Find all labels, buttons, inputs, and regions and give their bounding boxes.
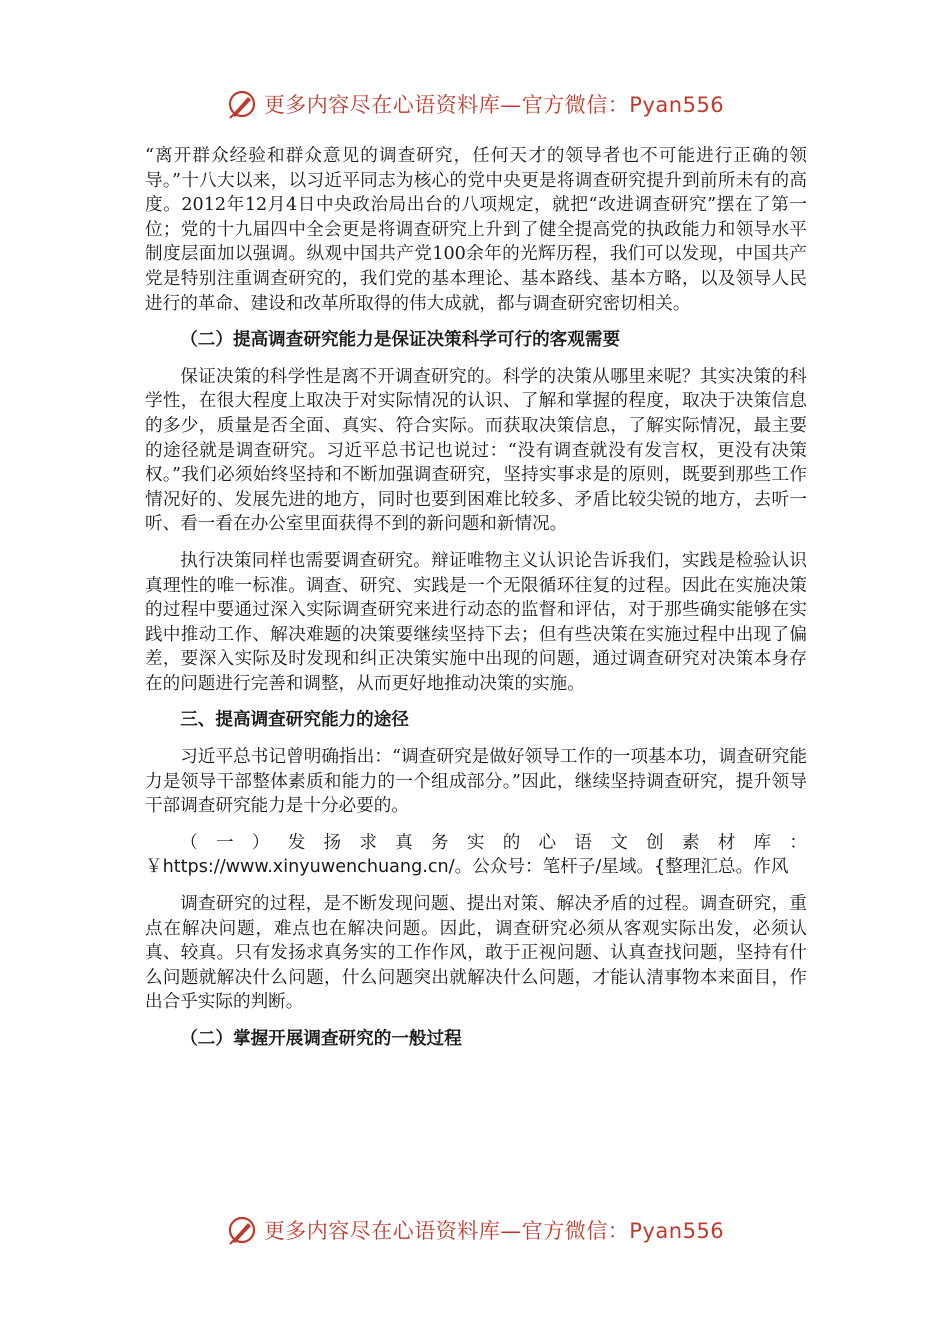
paragraph: 习近平总书记曾明确指出：“调查研究是做好领导工作的一项基本功，调查研究能力是领导干部整体素质和能力的一个组成部分。”因此，继续坚持调查研究，提升领导干部调查研究能力是十分必要的。: [145, 747, 807, 817]
brand-text: 更多内容尽在心语资料库—官方微信：Pyan556: [263, 93, 725, 117]
brand-text: 更多内容尽在心语资料库—官方微信：Pyan556: [263, 1219, 725, 1243]
section-heading: 三、提高调查研究能力的途径: [180, 709, 409, 731]
paragraph: 调查研究的过程，是不断发现问题、提出对策、解决矛盾的过程。调查研究，重点在解决问题，难点也在解决问题。因此，调查研究必须从客观实际出发，必须认真、较真。只有发扬求真务实的工作作风，敢于正视问题、认真查找问题，坚持有什么问题就解决什么问题，什么问题突出就解决什么问题，才能认清事物本来面目，作出合乎实际的判断。: [145, 894, 807, 1013]
footer-brand: [0, 1214, 950, 1246]
paragraph: “离开群众经验和群众意见的调查研究，任何天才的领导者也不可能进行正确的领导。”十八大以来，以习近平同志为核心的党中央更是将调查研究提升到前所未有的高度。2012年12月4日中央政治局出台的八项规定，就把“改进调查研究”摆在了第一位；党的十九届四中全会更是将调查研究上升到了健全提高党的执政能力和领导水平制度层面加以强调。纵观中国共产党100余年的光辉历程，我们可以发现，中国共产党是特别注重调查研究的，我们党的基本理论、基本路线、基本方略，以及领导人民进行的革命、建设和改革所取得的伟大成就，都与调查研究密切相关。: [145, 146, 807, 314]
paragraph: 保证决策的科学性是离不开调查研究的。科学的决策从哪里来呢？其实决策的科学性，在很大程度上取决于对实际情况的认识、了解和掌握的程度，取决于决策信息的多少，质量是否全面、真实、符合实际。而获取决策信息，了解实际情况，最主要的途径就是调查研究。习近平总书记也说过：“没有调查就没有发言权，更没有决策权。”我们必须始终坚持和不断加强调查研究，坚持实事求是的原则，既要到那些工作情况好的、发展先进的地方，同时也要到困难比较多、矛盾比较尖锐的地方，去听一听、看一看在办公室里面获得不到的新问题和新情况。: [145, 366, 807, 535]
pen-circle-icon: [226, 88, 258, 120]
header-brand: [0, 88, 950, 120]
paragraph: （一）发扬求真务实的心语文创素材库：￥https://www.xinyuwenchuang.cn/。公众号：笔杆子/星域。{整理汇总。作风: [145, 832, 807, 878]
pen-circle-icon: [226, 1214, 258, 1246]
paragraph: 执行决策同样也需要调查研究。辩证唯物主义认识论告诉我们，实践是检验认识真理性的唯一标准。调查、研究、实践是一个无限循环往复的过程。因此在实施决策的过程中要通过深入实际调查研究来进行动态的监督和评估，对于那些确实能够在实践中推动工作、解决难题的决策要继续坚持下去；但有些决策在实施过程中出现了偏差，要深入实际及时发现和纠正决策实施中出现的问题，通过调查研究对决策本身存在的问题进行完善和调整，从而更好地推动决策的实施。: [145, 550, 807, 694]
section-heading: （二）掌握开展调查研究的一般过程: [180, 1028, 462, 1049]
section-heading: （二）提高调查研究能力是保证决策科学可行的客观需要: [180, 329, 621, 351]
document-body: [145, 144, 807, 1052]
